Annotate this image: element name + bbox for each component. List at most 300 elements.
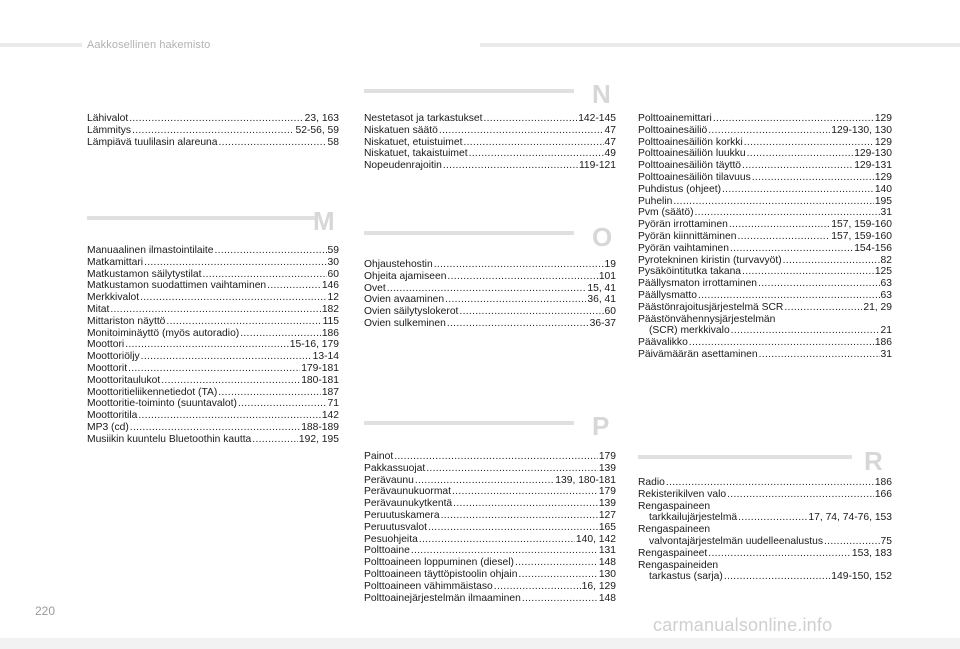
- index-entry[interactable]: [638, 172, 892, 184]
- index-entry[interactable]: [638, 219, 892, 231]
- index-term: Polttoaine: [364, 545, 410, 557]
- index-page-ref[interactable]: 59: [327, 245, 339, 256]
- index-entry[interactable]: [364, 259, 616, 271]
- index-page-ref[interactable]: 157, 159-160: [831, 230, 892, 242]
- dot-leader: [426, 463, 598, 475]
- dot-leader: [443, 160, 578, 172]
- dot-leader: [784, 302, 862, 314]
- index-term: Perävaunukuormat: [364, 486, 452, 498]
- index-entry[interactable]: [638, 196, 892, 208]
- index-term: Matkustamon suodattimen vaihtaminen: [87, 280, 267, 292]
- index-page-ref[interactable]: 186: [874, 477, 892, 488]
- index-page-ref[interactable]: 47: [604, 124, 616, 136]
- index-entry[interactable]: [638, 255, 892, 267]
- index-term: (SCR) merkkivalo: [649, 325, 730, 337]
- index-term: Pvm (säätö): [638, 207, 694, 219]
- index-entry[interactable]: [638, 571, 892, 583]
- index-page-ref[interactable]: 125: [874, 266, 892, 278]
- index-page-ref[interactable]: 129: [874, 113, 892, 124]
- index-term: Mittariston näyttö: [87, 315, 166, 327]
- index-term: Peruutuskamera: [364, 509, 440, 521]
- index-page-ref[interactable]: 82: [880, 254, 892, 266]
- index-entry[interactable]: [638, 477, 892, 489]
- index-page-ref[interactable]: 142: [321, 410, 339, 422]
- index-page-ref[interactable]: 140: [874, 183, 892, 195]
- index-page-ref[interactable]: 63: [880, 289, 892, 301]
- index-page-ref[interactable]: 153, 183: [851, 547, 892, 559]
- index-page-ref[interactable]: 31: [880, 348, 892, 360]
- dot-leader: [411, 545, 598, 557]
- index-entry[interactable]: [364, 113, 616, 125]
- index-term: Ovien sulkeminen: [364, 317, 446, 329]
- index-entry[interactable]: [364, 486, 616, 498]
- index-entry[interactable]: [87, 113, 339, 125]
- index-page-ref[interactable]: 13-14: [312, 351, 339, 363]
- index-entry[interactable]: [87, 328, 339, 340]
- index-term: Pesuohjeita: [364, 533, 418, 545]
- section-divider: [364, 421, 574, 425]
- index-entry[interactable]: [638, 184, 892, 196]
- index-term: Polttoainesäiliön täyttö: [638, 160, 742, 172]
- index-page-ref[interactable]: 179-181: [301, 362, 339, 374]
- index-term: Polttoainejärjestelmän ilmaaminen: [364, 592, 521, 604]
- index-page-ref[interactable]: 148: [598, 592, 616, 604]
- index-list: [87, 245, 339, 446]
- index-page-ref[interactable]: 186: [321, 327, 339, 339]
- dot-leader: [722, 184, 874, 196]
- index-entry[interactable]: [364, 148, 616, 160]
- index-entry[interactable]: [87, 339, 339, 351]
- dot-leader: [428, 522, 598, 534]
- index-term: Polttoainemittari: [638, 113, 712, 124]
- index-page-ref[interactable]: 180-181: [301, 374, 339, 386]
- header-rule-right: [480, 43, 960, 47]
- index-entry[interactable]: [87, 125, 339, 137]
- dot-leader: [215, 245, 327, 257]
- index-term: MP3 (cd): [87, 421, 129, 433]
- index-page-ref[interactable]: 47: [604, 136, 616, 148]
- dot-leader: [742, 160, 853, 172]
- index-term: tarkastus (sarja): [649, 571, 723, 583]
- dot-leader: [219, 137, 327, 149]
- index-page-ref[interactable]: 130: [598, 568, 616, 580]
- section-divider: [364, 89, 574, 93]
- dot-leader: [708, 125, 830, 137]
- index-page-ref[interactable]: 129: [874, 136, 892, 148]
- index-entry[interactable]: [638, 125, 892, 137]
- section-letter: R: [864, 446, 883, 476]
- index-page-ref[interactable]: 165: [598, 521, 616, 533]
- dot-leader: [202, 269, 326, 281]
- index-entry[interactable]: [638, 290, 892, 302]
- index-page-ref[interactable]: 63: [880, 278, 892, 290]
- dot-leader: [439, 125, 604, 137]
- index-term: tarkkailujärjestelmä: [649, 512, 738, 524]
- index-page-ref[interactable]: 58: [327, 136, 339, 148]
- index-term: Painot: [364, 451, 394, 462]
- index-entry[interactable]: [364, 451, 616, 463]
- index-page-ref[interactable]: 187: [321, 386, 339, 398]
- index-entry[interactable]: [638, 113, 892, 125]
- dot-leader: [730, 243, 853, 255]
- index-page-ref[interactable]: 154-156: [854, 242, 892, 254]
- index-term: Polttoainesäiliön korkki: [638, 136, 743, 148]
- index-page-ref[interactable]: 23, 163: [304, 113, 339, 124]
- index-entry[interactable]: [87, 269, 339, 281]
- index-term: Ovien avaaminen: [364, 294, 445, 306]
- index-term: Rekisterikilven valo: [638, 488, 727, 500]
- index-page-ref[interactable]: 49: [604, 148, 616, 160]
- index-term: Puhdistus (ohjeet): [638, 183, 721, 195]
- dot-leader: [144, 257, 326, 269]
- index-entry[interactable]: [638, 231, 892, 243]
- index-entry[interactable]: [364, 510, 616, 522]
- dot-leader: [737, 231, 830, 243]
- index-page-ref[interactable]: 101: [598, 270, 616, 282]
- section-letter: M: [313, 206, 335, 236]
- dot-leader: [252, 434, 298, 446]
- index-entry[interactable]: [638, 349, 892, 361]
- dot-leader: [452, 486, 598, 498]
- index-term: Radio: [638, 477, 665, 488]
- dot-leader: [713, 113, 874, 125]
- dot-leader: [463, 137, 603, 149]
- dot-leader: [130, 422, 300, 434]
- index-term: Moottoritila: [87, 410, 138, 422]
- index-term: Ohjaustehostin: [364, 259, 433, 270]
- index-entry[interactable]: [638, 137, 892, 149]
- index-page-ref[interactable]: 52-56, 59: [295, 124, 339, 136]
- index-page-ref[interactable]: 21: [880, 325, 892, 337]
- index-entry[interactable]: [364, 125, 616, 137]
- index-term: Manuaalinen ilmastointilaite: [87, 245, 214, 256]
- index-term: Polttoaineen vähimmäistaso: [364, 580, 493, 592]
- dot-leader: [729, 219, 830, 231]
- index-term: Rengaspaineet: [638, 547, 708, 559]
- index-term: Lämpiävä tuulilasin alareuna: [87, 136, 218, 148]
- index-entry[interactable]: [87, 304, 339, 316]
- index-term: Pyrotekninen kiristin (turvavyöt): [638, 254, 782, 266]
- dot-leader: [483, 113, 577, 125]
- index-term: Polttoainesäiliön tilavuus: [638, 171, 751, 183]
- index-term: Moottoriöljy: [87, 351, 140, 363]
- index-entry[interactable]: [364, 545, 616, 557]
- index-entry[interactable]: [87, 137, 339, 149]
- index-term: Perävaunukytkentä: [364, 498, 453, 510]
- section-letter: O: [592, 222, 613, 252]
- index-page-ref[interactable]: 115: [322, 315, 339, 327]
- index-page-ref[interactable]: 157, 159-160: [831, 219, 892, 231]
- dot-leader: [824, 536, 880, 548]
- index-page-ref[interactable]: 12: [327, 292, 339, 304]
- index-entry[interactable]: [364, 581, 616, 593]
- index-entry[interactable]: [87, 387, 339, 399]
- index-page-ref[interactable]: 186: [874, 337, 892, 349]
- index-entry[interactable]: [638, 512, 892, 524]
- dot-leader: [666, 477, 874, 489]
- dot-leader: [689, 337, 874, 349]
- section-divider: [638, 455, 852, 459]
- dot-leader: [708, 548, 851, 560]
- dot-leader: [744, 137, 874, 149]
- dot-leader: [673, 196, 873, 208]
- index-term: Pakkassuojat: [364, 462, 426, 474]
- dot-leader: [267, 280, 321, 292]
- index-term: valvontajärjestelmän uudelleenalustus: [649, 535, 824, 547]
- index-entry[interactable]: [87, 257, 339, 269]
- index-entry[interactable]: [364, 569, 616, 581]
- index-page-ref[interactable]: 142-145: [578, 113, 616, 124]
- index-term: Polttoaineen täyttöpistoolin ohjain: [364, 568, 518, 580]
- index-entry[interactable]: [638, 278, 892, 290]
- index-page-ref[interactable]: 15, 41: [587, 282, 616, 294]
- section-divider: [364, 231, 574, 235]
- index-entry[interactable]: [364, 463, 616, 475]
- section-letter: N: [592, 79, 611, 109]
- dot-leader: [698, 290, 880, 302]
- index-term: Matkamittari: [87, 256, 144, 268]
- dot-leader: [161, 375, 300, 387]
- index-page-ref[interactable]: 71: [327, 398, 339, 410]
- dot-leader: [132, 125, 294, 137]
- index-page-ref[interactable]: 60: [327, 268, 339, 280]
- index-entry[interactable]: [364, 475, 616, 487]
- index-term: Polttoaineen loppuminen (diesel): [364, 557, 514, 569]
- index-term: Pyörän kiinnittäminen: [638, 230, 737, 242]
- watermark-band: [0, 638, 960, 649]
- dot-leader: [747, 148, 854, 160]
- dot-leader: [447, 318, 589, 330]
- dot-leader: [469, 148, 604, 160]
- index-term: Ohjeita ajamiseen: [364, 270, 447, 282]
- index-entry[interactable]: [638, 243, 892, 255]
- dot-leader: [459, 306, 603, 318]
- dot-leader: [727, 489, 874, 501]
- index-entry[interactable]: [364, 306, 616, 318]
- index-page-ref[interactable]: 119-121: [578, 160, 616, 172]
- index-entry[interactable]: [87, 316, 339, 328]
- dot-leader: [445, 294, 586, 306]
- index-term: Niskatuet, takaistuimet: [364, 148, 468, 160]
- index-term: Matkustamon säilytystilat: [87, 268, 202, 280]
- dot-leader: [240, 328, 321, 340]
- index-entry[interactable]: [87, 410, 339, 422]
- index-term: Puhelin: [638, 195, 673, 207]
- index-entry-heading: Rengaspaineiden: [638, 559, 719, 571]
- index-term: Perävaunu: [364, 474, 414, 486]
- index-page-ref[interactable]: 131: [598, 545, 616, 557]
- index-entry[interactable]: [364, 534, 616, 546]
- section-divider: [87, 216, 315, 220]
- index-term: Moottoritaulukot: [87, 374, 161, 386]
- index-page-ref[interactable]: 179: [598, 486, 616, 498]
- page-number: 220: [35, 604, 56, 618]
- index-page-ref[interactable]: 140, 142: [575, 533, 616, 545]
- dot-leader: [453, 498, 598, 510]
- watermark-text: carmanualsonline.info: [653, 615, 833, 635]
- index-term: Pyörän irrottaminen: [638, 219, 728, 231]
- index-entry[interactable]: [364, 160, 616, 172]
- dot-leader: [738, 512, 807, 524]
- index-page-ref[interactable]: 36, 41: [587, 294, 616, 306]
- index-entry-heading: Rengaspaineen: [638, 524, 711, 536]
- index-entry[interactable]: [638, 489, 892, 501]
- index-entry[interactable]: [87, 363, 339, 375]
- index-entry[interactable]: [364, 294, 616, 306]
- index-page-ref[interactable]: 60: [604, 306, 616, 318]
- index-entry[interactable]: [364, 593, 616, 605]
- index-list: [364, 113, 616, 172]
- index-page-ref[interactable]: 15-16, 179: [289, 339, 339, 351]
- dot-leader: [695, 207, 880, 219]
- section-letter: P: [592, 411, 610, 441]
- index-entry[interactable]: [364, 557, 616, 569]
- index-page-ref[interactable]: 188-189: [301, 421, 339, 433]
- index-page-ref[interactable]: 179: [598, 451, 616, 462]
- index-term: Monitoiminäyttö (myös autoradio): [87, 327, 240, 339]
- index-term: Ovet: [364, 282, 386, 294]
- index-entry[interactable]: [638, 160, 892, 172]
- dot-leader: [166, 316, 321, 328]
- index-page-ref[interactable]: 182: [321, 303, 339, 315]
- index-list: [364, 259, 616, 330]
- index-term: Pysäköintitutka takana: [638, 266, 742, 278]
- index-term: Päivämäärän asettaminen: [638, 348, 758, 360]
- dot-leader: [758, 278, 879, 290]
- index-term: Nestetasot ja tarkastukset: [364, 113, 483, 124]
- index-page-ref[interactable]: 127: [598, 509, 616, 521]
- index-entry[interactable]: [638, 207, 892, 219]
- dot-leader: [752, 172, 874, 184]
- index-page-ref[interactable]: 36-37: [589, 317, 616, 329]
- dot-leader: [518, 569, 597, 581]
- index-entry[interactable]: [638, 337, 892, 349]
- dot-leader: [419, 534, 575, 546]
- index-entry[interactable]: [87, 292, 339, 304]
- index-page-ref[interactable]: 149-150, 152: [831, 571, 892, 583]
- index-page-ref[interactable]: 129-130, 130: [831, 124, 892, 136]
- index-page-ref[interactable]: 19: [604, 259, 616, 270]
- dot-leader: [394, 451, 598, 463]
- index-list: [638, 113, 892, 361]
- dot-leader: [129, 113, 303, 125]
- dot-leader: [138, 410, 320, 422]
- dot-leader: [522, 593, 598, 605]
- index-page-ref[interactable]: 166: [874, 488, 892, 500]
- index-entry[interactable]: [638, 266, 892, 278]
- index-page-ref[interactable]: 146: [321, 280, 339, 292]
- index-term: Moottori: [87, 339, 125, 351]
- dot-leader: [218, 387, 321, 399]
- index-term: Päällysmaton irrottaminen: [638, 278, 758, 290]
- dot-leader: [128, 363, 300, 375]
- index-page-ref[interactable]: 31: [880, 207, 892, 219]
- index-entry[interactable]: [87, 375, 339, 387]
- index-term: Moottorit: [87, 362, 128, 374]
- index-list: [638, 477, 892, 583]
- index-entry[interactable]: [87, 398, 339, 410]
- index-term: Päästönrajoitusjärjestelmä SCR: [638, 301, 784, 313]
- index-page-ref[interactable]: 16, 129: [581, 580, 616, 592]
- dot-leader: [742, 266, 874, 278]
- index-entry[interactable]: [87, 245, 339, 257]
- dot-leader: [238, 398, 327, 410]
- dot-leader: [783, 255, 880, 267]
- index-term: Moottoritieliikennetiedot (TA): [87, 386, 218, 398]
- index-page-ref[interactable]: 139: [598, 498, 616, 510]
- index-term: Lämmitys: [87, 124, 132, 136]
- dot-leader: [447, 271, 597, 283]
- index-term: Nopeudenrajoitin: [364, 160, 442, 172]
- index-term: Polttoainesäiliön luukku: [638, 148, 746, 160]
- index-entry[interactable]: [87, 280, 339, 292]
- dot-leader: [515, 557, 598, 569]
- index-entry-heading: Päästönvähennysjärjestelmän: [638, 313, 776, 325]
- index-page-ref[interactable]: 30: [327, 256, 339, 268]
- index-page-ref[interactable]: 192, 195: [298, 433, 339, 445]
- index-page-ref[interactable]: 195: [874, 195, 892, 207]
- dot-leader: [759, 349, 880, 361]
- dot-leader: [441, 510, 598, 522]
- index-page-ref[interactable]: 21, 29: [863, 301, 892, 313]
- index-list: [87, 113, 339, 148]
- index-list: [364, 451, 616, 604]
- index-page-ref[interactable]: 129-130: [854, 148, 892, 160]
- index-term: Niskatuet, etuistuimet: [364, 136, 463, 148]
- index-page-ref[interactable]: 129: [874, 171, 892, 183]
- index-term: Niskatuen säätö: [364, 124, 438, 136]
- index-page-ref[interactable]: 139, 180-181: [555, 474, 616, 486]
- index-page-ref[interactable]: 17, 74, 74-76, 153: [808, 512, 892, 524]
- index-term: Ovien säilytyslokerot: [364, 306, 459, 318]
- index-term: Peruutusvalot: [364, 521, 427, 533]
- index-entry[interactable]: [364, 137, 616, 149]
- dot-leader: [494, 581, 581, 593]
- dot-leader: [125, 339, 289, 351]
- index-entry[interactable]: [87, 434, 339, 446]
- index-entry[interactable]: [638, 536, 892, 548]
- dot-leader: [387, 283, 587, 295]
- index-entry-heading: Rengaspaineen: [638, 500, 711, 512]
- index-entry[interactable]: [638, 302, 892, 314]
- index-term: Lähivalot: [87, 113, 129, 124]
- index-term: Päävalikko: [638, 337, 688, 349]
- index-term: Pyörän vaihtaminen: [638, 242, 730, 254]
- index-page-ref[interactable]: 75: [880, 535, 892, 547]
- index-entry[interactable]: [87, 351, 339, 363]
- dot-leader: [141, 351, 312, 363]
- index-entry[interactable]: [364, 522, 616, 534]
- dot-leader: [110, 304, 320, 316]
- index-entry[interactable]: [638, 548, 892, 560]
- index-entry[interactable]: [364, 271, 616, 283]
- index-term: Mitat: [87, 303, 110, 315]
- dot-leader: [415, 475, 554, 487]
- index-page-ref[interactable]: 129-131: [854, 160, 892, 172]
- index-entry[interactable]: [364, 498, 616, 510]
- index-entry[interactable]: [364, 283, 616, 295]
- index-entry[interactable]: [638, 325, 892, 337]
- index-entry[interactable]: [364, 318, 616, 330]
- index-term: Musiikin kuuntelu Bluetoothin kautta: [87, 433, 252, 445]
- index-page-ref[interactable]: 139: [598, 462, 616, 474]
- header-rule-left: [0, 43, 82, 47]
- dot-leader: [140, 292, 326, 304]
- index-page-ref[interactable]: 148: [598, 557, 616, 569]
- index-entry[interactable]: [87, 422, 339, 434]
- index-entry[interactable]: [638, 148, 892, 160]
- dot-leader: [731, 325, 880, 337]
